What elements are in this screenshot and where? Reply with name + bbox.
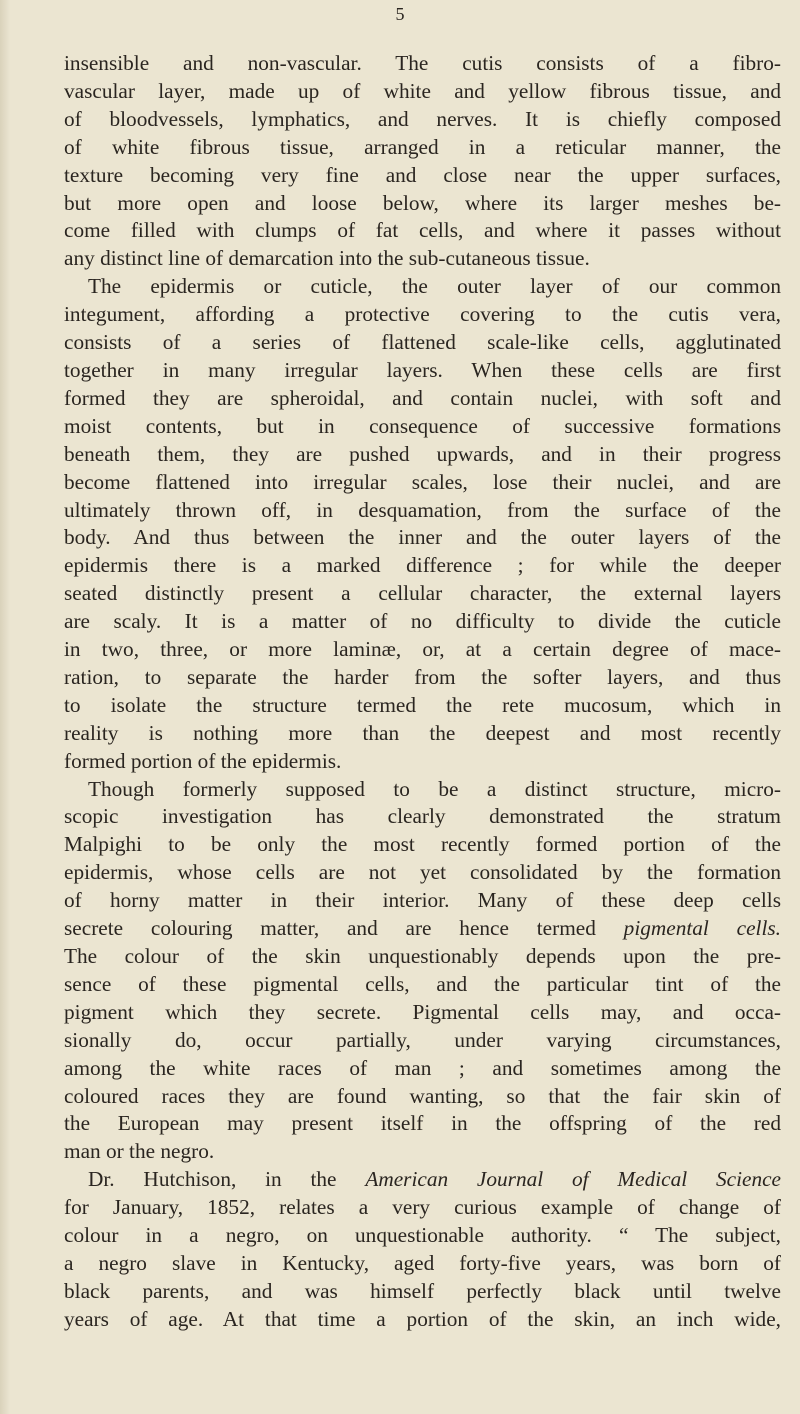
text-line: consists of a series of flattened scale-like cells, agglutinated [64,330,781,355]
body-text [64,50,781,1334]
text-line: The colour of the skin unquestionably depends upon the pre- [64,944,781,968]
text-line: epidermis there is a marked difference ; for while the deeper [64,553,781,578]
text-line: scopic investigation has clearly demonstrated the stratum [64,804,781,829]
text-line: seated distinctly present a cellular character, the external layers [64,581,781,606]
text-line: Though formerly supposed to be a distinct structure, micro- [88,776,781,801]
text-line [64,915,781,943]
text-line: coloured races they are found wanting, so that the fair skin of [64,1083,781,1108]
text-line: among the white races of man ; and sometimes among the [64,1055,781,1080]
text-line: come filled with clumps of fat cells, and where it passes without [64,218,781,243]
text-line: but more open and loose below, where its larger meshes be- [64,190,781,215]
text-line: formed they are spheroidal, and contain nuclei, with soft and [64,385,781,410]
text-line: pigment which they secrete. Pigmental cells may, and occa- [64,999,781,1024]
text-line: black parents, and was himself perfectly black until twelve [64,1278,781,1303]
text-line: any distinct line of demarcation into the sub-cutaneous tissue. [64,246,590,271]
text-line: ration, to separate the harder from the softer layers, and thus [64,664,781,689]
text-line: in two, three, or more laminæ, or, at a certain degree of mace- [64,637,781,662]
text-line: sionally do, occur partially, under varying circumstances, [64,1027,781,1052]
italic-term: pigmental cells. [623,916,781,941]
text-segment: Dr. Hutchison, in the [88,1167,366,1192]
text-line: Malpighi to be only the most recently formed portion of the [64,832,781,857]
page-number: 5 [395,4,405,24]
text-line: of horny matter in their interior. Many of these deep cells [64,888,781,913]
text-line: beneath them, they are pushed upwards, and in their progress [64,441,781,466]
text-line: insensible and non-vascular. The cutis consists of a fibro- [64,51,781,75]
text-line: reality is nothing more than the deepest and most recently [64,720,781,745]
text-line: moist contents, but in consequence of successive formations [64,413,781,438]
text-line: body. And thus between the inner and the outer layers of the [64,525,781,550]
text-line: are scaly. It is a matter of no difficulty to divide the cuticle [64,609,781,634]
text-line: together in many irregular layers. When these cells are first [64,357,781,382]
text-line [64,1166,781,1194]
text-line: sence of these pigmental cells, and the particular tint of the [64,971,781,996]
text-line: to isolate the structure termed the rete mucosum, which in [64,692,781,717]
text-line: formed portion of the epidermis. [64,748,342,773]
text-line: integument, affording a protective covering to the cutis vera, [64,302,781,327]
page-edge [0,0,10,1414]
text-line: vascular layer, made up of white and yellow fibrous tissue, and [64,78,781,103]
text-segment: secrete colouring matter, and are hence termed [64,916,624,941]
italic-journal-title: American Journal of Medical Science [365,1167,781,1192]
text-line: the European may present itself in the offspring of the red [64,1111,781,1136]
text-line: for January, 1852, relates a very curious example of change of [64,1195,781,1220]
text-line: years of age. At that time a portion of the skin, an inch wide, [64,1306,781,1331]
text-line: become flattened into irregular scales, lose their nuclei, and are [64,469,781,494]
text-line: of bloodvessels, lymphatics, and nerves. It is chiefly composed [64,106,781,131]
text-line: The epidermis or cuticle, the outer layer of our common [88,274,781,299]
text-line: epidermis, whose cells are not yet consolidated by the formation [64,860,781,885]
text-line: a negro slave in Kentucky, aged forty-five years, was born of [64,1250,781,1275]
text-line: ultimately thrown off, in desquamation, from the surface of the [64,497,781,522]
text-line: colour in a negro, on unquestionable authority. “ The subject, [64,1223,781,1248]
text-line: of white fibrous tissue, arranged in a reticular manner, the [64,134,781,159]
text-line: texture becoming very fine and close near the upper surfaces, [64,162,781,187]
text-line: man or the negro. [64,1139,215,1164]
